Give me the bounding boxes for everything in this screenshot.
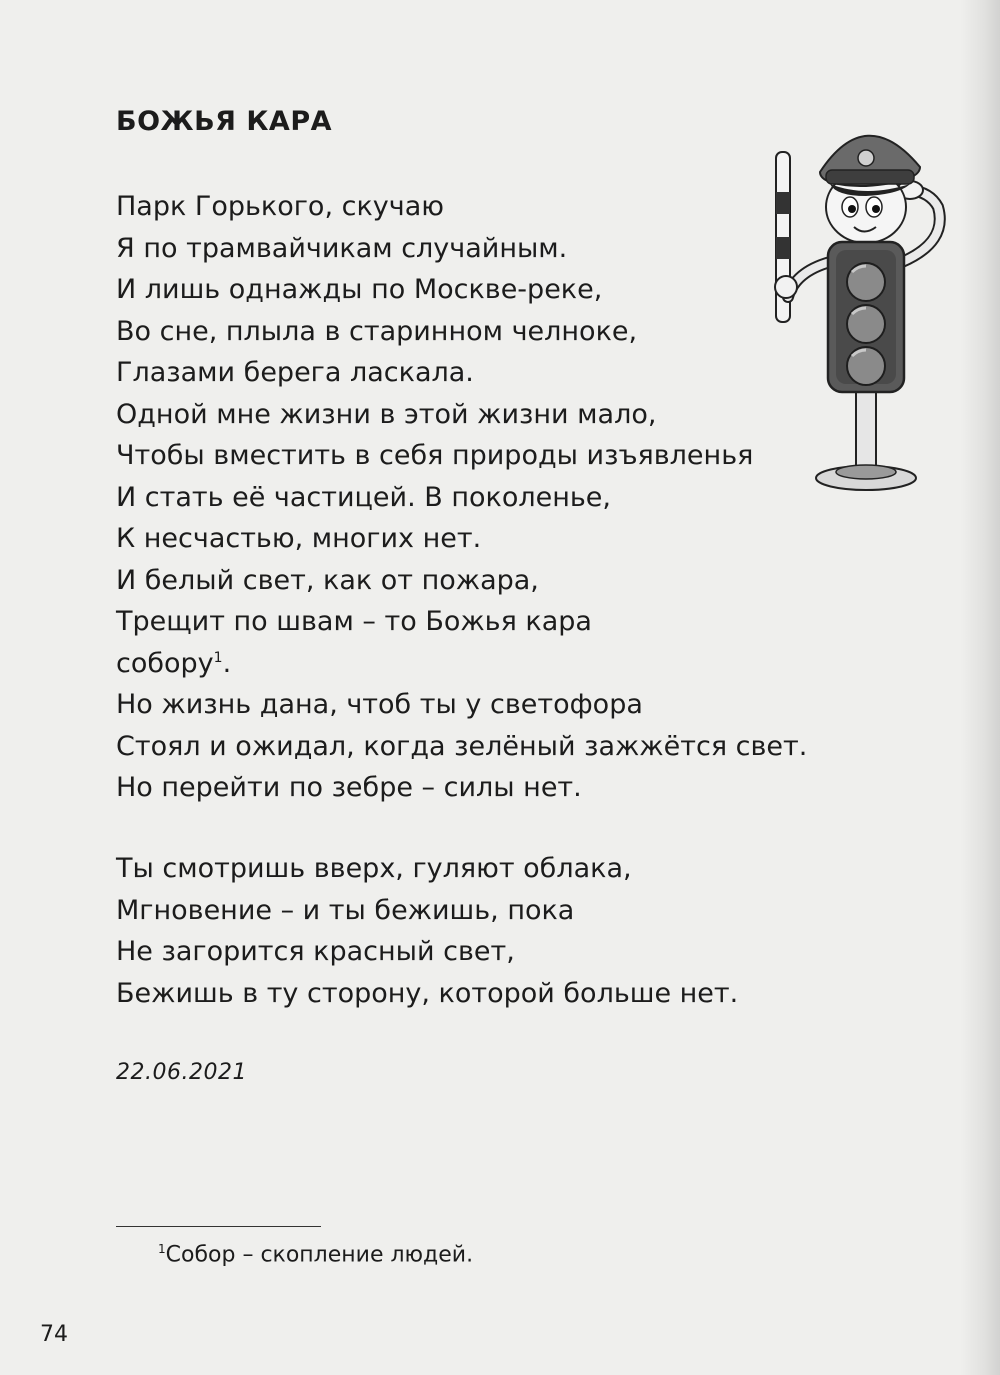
footnote-text: Собор – скопление людей.	[165, 1242, 474, 1268]
poem-line: Но перейти по зебре – силы нет.	[116, 772, 582, 803]
poem-stanza-2	[116, 848, 738, 1014]
poem-line-text: собору	[116, 647, 214, 679]
poem-line: Во сне, плыла в старинном челноке,	[116, 315, 638, 347]
poem-line: Мгновение – и ты бежишь, пока	[116, 894, 575, 926]
footnote	[158, 1242, 473, 1267]
poem-line: И стать её частицей. В поколенье,	[116, 481, 611, 513]
poem-line: Глазами берега ласкала.	[116, 357, 474, 388]
poem-line: Бежишь в ту сторону, которой больше нет.	[116, 977, 739, 1009]
poem-line-with-footnote	[116, 643, 836, 685]
poem-line: Ты смотришь вверх, гуляют облака,	[116, 853, 632, 884]
poem-line: Парк Горького, скучаю	[116, 191, 444, 222]
traffic-light-character-icon	[770, 112, 950, 502]
poem-line: К несчастью, многих нет.	[116, 523, 482, 554]
footnote-number: 1	[158, 1242, 166, 1256]
footnote-divider	[116, 1226, 321, 1227]
page-number: 74	[40, 1322, 68, 1347]
poem-line: И лишь однажды по Москве-реке,	[116, 274, 603, 305]
poem-line: Но жизнь дана, чтоб ты у светофора	[116, 689, 643, 720]
poem-line: Стоял и ожидал, когда зелёный зажжётся свет.	[116, 730, 808, 762]
poem-line-punctuation: .	[222, 647, 232, 679]
page-edge-shadow	[960, 0, 1000, 1375]
poem-line: Чтобы вместить в себя природы изъявленья	[116, 440, 754, 471]
poem-line: Не загорится красный свет,	[116, 936, 515, 967]
poem-date: 22.06.2021	[116, 1060, 247, 1085]
poem-line: И белый свет, как от пожара,	[116, 564, 539, 596]
poem-line: Трещит по швам – то Божья кара	[116, 606, 592, 637]
poem-title: БОЖЬЯ КАРА	[116, 106, 333, 137]
footnote-reference: 1	[213, 649, 223, 666]
poem-stanza-1	[116, 186, 836, 809]
poem-line: Одной мне жизни в этой жизни мало,	[116, 398, 657, 430]
poem-line: Я по трамвайчикам случайным.	[116, 232, 568, 264]
